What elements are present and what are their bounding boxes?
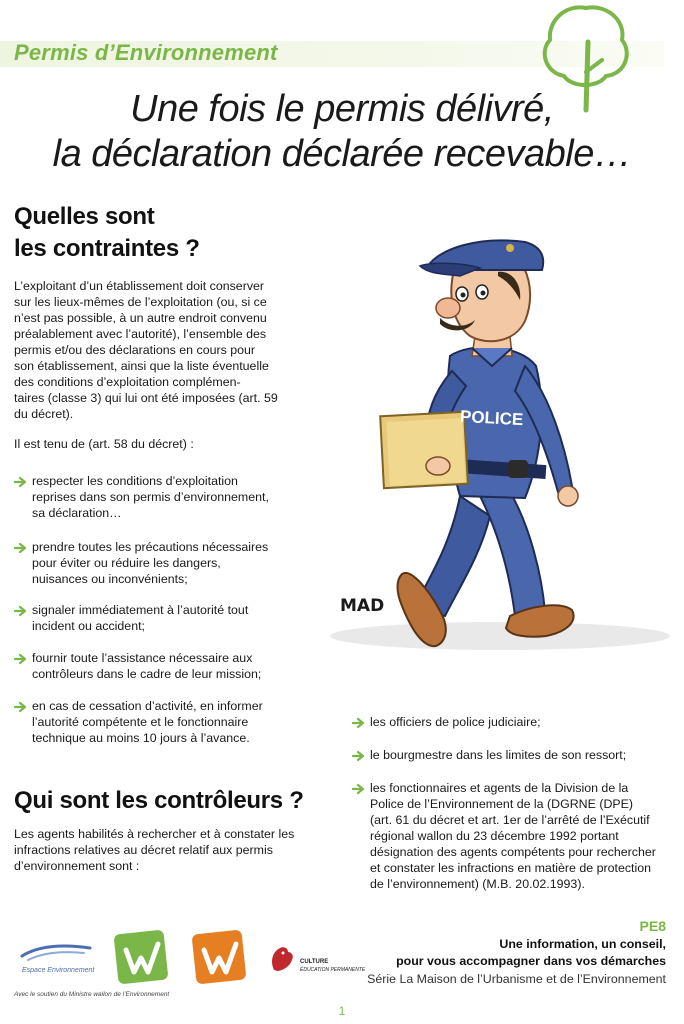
list-item-line: signaler immédiatement à l’autorité tout: [32, 603, 249, 617]
document-code: PE8: [639, 918, 666, 934]
list-item-line: incident ou accident;: [32, 619, 145, 633]
intro-line: L’exploitant d’un établissement doit conserver: [14, 279, 265, 293]
green-arrow-icon: [14, 605, 28, 617]
list-item-line: désignation des agents compétents pour rechercher: [370, 845, 656, 859]
section-title-contraintes-line2: les contraintes ?: [14, 235, 200, 262]
intro-line: permis et/ou des déclarations en cours pour: [14, 343, 256, 357]
list-item-line: l’autorité compétente et le fonctionnaire: [32, 715, 249, 729]
green-arrow-icon: [14, 701, 28, 713]
list-item-line: reprises dans son permis d’environnement,: [32, 490, 269, 504]
intro-line: des conditions d’exploitation complémen-: [14, 375, 241, 389]
list-item-line: en cas de cessation d’activité, en informer: [32, 699, 263, 713]
police-badge-text: POLICE: [459, 406, 524, 430]
list-item-line: respecter les conditions d’exploitation: [32, 474, 238, 488]
controleurs-intro-line: d’environnement sont :: [14, 859, 140, 873]
green-arrow-icon: [14, 653, 28, 665]
controleurs-intro-line: infractions relatives au décret relatif aux permis: [14, 843, 273, 857]
police-officer-illustration: [310, 196, 670, 696]
list-item-line: pour éviter ou réduire les dangers,: [32, 556, 221, 570]
footer-line2: pour vous accompagner dans vos démarches: [396, 954, 666, 968]
green-arrow-icon: [14, 542, 28, 554]
green-arrow-icon: [352, 750, 366, 762]
section-title-controleurs: Qui sont les contrôleurs ?: [14, 787, 304, 814]
green-arrow-icon: [14, 476, 28, 488]
espace-environnement-logo-icon: [18, 938, 94, 966]
list-item-line: (art. 61 du décret et art. 1er de l’arrêté de l’Exécutif: [370, 813, 650, 827]
intro-line: du décret).: [14, 407, 74, 421]
intro-line: n’est pas possible, à un autre endroit convenu: [14, 311, 267, 325]
list-item-line: technique au moins 10 jours à l’avance.: [32, 731, 250, 745]
footer-line1: Une information, un conseil,: [499, 937, 666, 951]
page-title-line2: la déclaration déclarée recevable…: [52, 133, 632, 175]
green-arrow-icon: [352, 783, 366, 795]
list-item-line: et constater les infractions en matière de protection: [370, 861, 652, 875]
list-item-line: Police de l’Environnement de la (DGRNE (DPE): [370, 797, 634, 811]
green-arrow-icon: [352, 717, 366, 729]
list-item-line: sa déclaration…: [32, 506, 122, 520]
controleurs-intro-line: Les agents habilités à rechercher et à constater les: [14, 827, 295, 841]
culture-label: CULTURE: [300, 959, 329, 965]
list-item-line: les fonctionnaires et agents de la Division de la: [370, 781, 629, 795]
list-item-line: régional wallon du 23 décembre 1992 portant: [370, 829, 619, 843]
espace-environnement-label: Espace Environnement: [22, 967, 95, 974]
artist-signature: MAD: [340, 596, 385, 616]
support-note: Avec le soutien du Ministre wallon de l’Environnement: [14, 991, 170, 998]
rooster-logo-icon: [268, 944, 296, 974]
intro-line: sur les lieux-mêmes de l’exploitation (ou, si ce: [14, 295, 267, 309]
footer-series: Série La Maison de l’Urbanisme et de l’Environnement: [367, 972, 666, 986]
tenu-text: Il est tenu de (art. 58 du décret) :: [14, 437, 194, 451]
list-item-line: fournir toute l’assistance nécessaire aux: [32, 651, 253, 665]
intro-line: préalablement avec l’autorité), l’ensemble des: [14, 327, 267, 341]
list-item-line: contrôleurs dans le cadre de leur mission;: [32, 667, 262, 681]
intro-line: taires (classe 3) qui lui ont été imposées (art. 59: [14, 391, 278, 405]
list-item-line: prendre toutes les précautions nécessaires: [32, 540, 269, 554]
series-label: Permis d’Environnement: [14, 40, 278, 65]
list-item-line: nuisances ou inconvénients;: [32, 572, 188, 586]
intro-line: son établissement, ainsi que la liste éventuelle: [14, 359, 269, 373]
page-number: 1: [338, 1004, 346, 1018]
page-title-line1: Une fois le permis délivré,: [130, 88, 554, 130]
green-w-logo-icon: [112, 928, 170, 986]
list-item-line: les officiers de police judiciaire;: [370, 715, 541, 729]
education-permanente-label: ÉDUCATION PERMANENTE: [300, 967, 366, 973]
list-item-line: de l’environnement) (M.B. 20.02.1993).: [370, 877, 585, 891]
orange-w-logo-icon: [190, 928, 248, 986]
list-item-line: le bourgmestre dans les limites de son ressort;: [370, 748, 627, 762]
section-title-contraintes-line1: Quelles sont: [14, 203, 155, 230]
